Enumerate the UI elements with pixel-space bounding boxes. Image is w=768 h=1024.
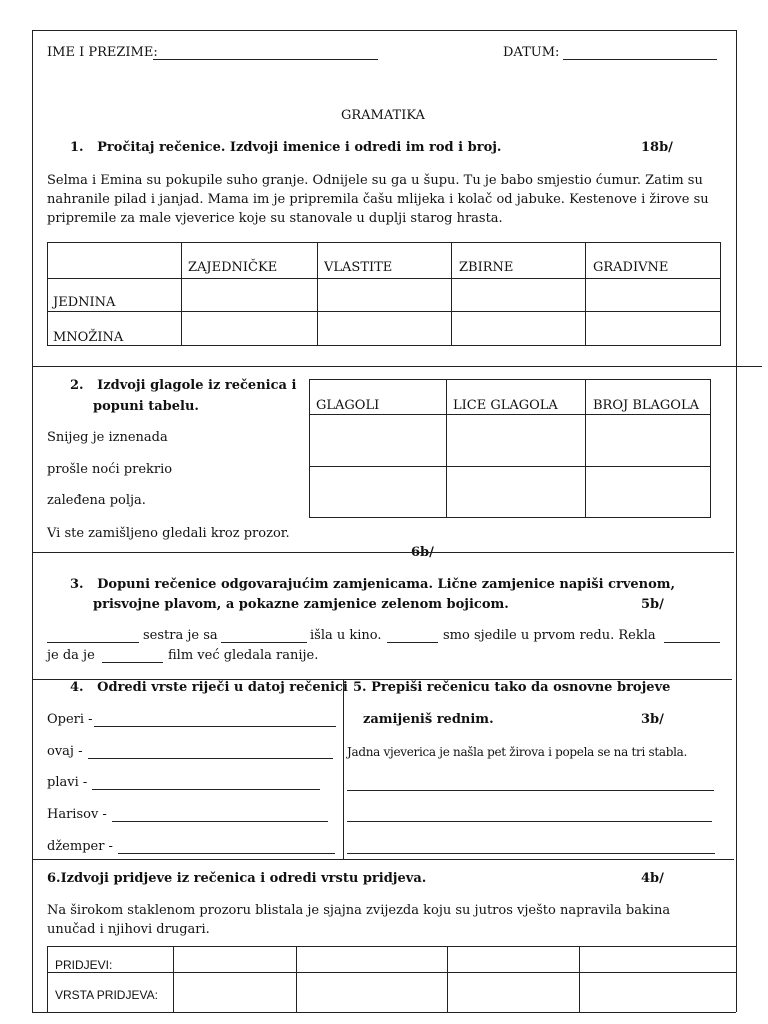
task3-text: je da je (47, 648, 95, 663)
task1-answer-cell[interactable] (452, 279, 584, 310)
task6-answer-cell[interactable] (448, 947, 578, 971)
task4-answer-line[interactable] (112, 821, 328, 822)
date-label: DATUM: (503, 45, 560, 60)
column-divider (343, 679, 344, 859)
task2-answer-cell[interactable] (447, 467, 584, 517)
task2-col-header: LICE GLAGOLA (453, 398, 558, 413)
page-border-left (32, 30, 33, 1012)
task5-heading: zamijeniš rednim. (363, 712, 494, 727)
task1-text-line: nahranile pilad i janjad. Mama im je pripremila čašu mlijeka i kolač od jabuke. Kestenove i žirove su (47, 192, 709, 207)
task6-text-line: unučad i njihovi drugari. (47, 922, 210, 937)
task1-answer-cell[interactable] (182, 279, 316, 310)
task3-blank[interactable] (102, 662, 163, 663)
task6-heading: 6.Izdvoji pridjeve iz rečenica i odredi vrstu pridjeva. (47, 871, 427, 886)
task1-row-header: MNOŽINA (53, 330, 124, 345)
task3-blank[interactable] (387, 642, 438, 643)
task2-answer-cell[interactable] (310, 467, 445, 517)
task4-word: Operi - (47, 712, 93, 727)
section-divider (32, 552, 734, 553)
task6-answer-cell[interactable] (580, 973, 736, 1011)
page-title: GRAMATIKA (341, 108, 425, 123)
task1-answer-cell[interactable] (586, 279, 720, 310)
task1-answer-cell[interactable] (182, 312, 316, 345)
task4-word: ovaj - (47, 744, 83, 759)
page-border-right (736, 30, 737, 994)
task4-answer-line[interactable] (118, 853, 335, 854)
task1-col-header: ZBIRNE (459, 260, 514, 275)
task2-col-header: BROJ BLAGOLA (593, 398, 699, 413)
task4-word: Harisov - (47, 807, 107, 822)
page-border-bottom (32, 1012, 736, 1013)
task6-answer-cell[interactable] (174, 973, 295, 1011)
task5-points: 3b/ (641, 712, 664, 727)
task6-answer-cell[interactable] (297, 947, 446, 971)
task4-answer-line[interactable] (94, 726, 336, 727)
name-label: IME I PREZIME: (47, 45, 158, 60)
task5-answer-line[interactable] (347, 790, 714, 791)
task2-text-line: Snijeg je iznenada (47, 430, 168, 445)
task4-heading: 4. Odredi vrste riječi u datoj rečenici (70, 680, 348, 695)
task5-answer-line[interactable] (347, 853, 715, 854)
task2-points: 6b/ (411, 545, 434, 560)
task1-heading: 1. Pročitaj rečenice. Izdvoji imenice i odredi im rod i broj. (70, 140, 502, 155)
task1-col-header: ZAJEDNIČKE (188, 260, 278, 275)
section-divider (32, 859, 734, 860)
task1-text-line: Selma i Emina su pokupile suho granje. Odnijele su ga u šupu. Tu je babo smjestio ćumur. Zatim su (47, 173, 703, 188)
task1-answer-cell[interactable] (586, 312, 720, 345)
task1-col-header: GRADIVNE (593, 260, 669, 275)
task6-answer-cell[interactable] (174, 947, 295, 971)
task2-text-line: zaleđena polja. (47, 493, 146, 508)
task2-answer-cell[interactable] (586, 467, 710, 517)
page-border-top (32, 30, 736, 31)
task6-answer-cell[interactable] (297, 973, 446, 1011)
task6-answer-cell[interactable] (580, 947, 736, 971)
task3-blank[interactable] (664, 642, 720, 643)
task2-answer-cell[interactable] (447, 415, 584, 465)
task2-heading: 2. Izdvoji glagole iz rečenica i (70, 378, 297, 393)
task2-text-line: Vi ste zamišljeno gledali kroz prozor. (47, 526, 290, 541)
task2-heading: popuni tabelu. (93, 399, 199, 414)
task4-word: džemper - (47, 839, 113, 854)
task3-text: sestra je sa (143, 628, 218, 643)
task6-row-header: VRSTA PRIDJEVA: (55, 988, 158, 1002)
task5-sentence: Jadna vjeverica je našla pet žirova i popela se na tri stabla. (347, 745, 688, 759)
task3-points: 5b/ (641, 597, 664, 612)
task6-answer-cell[interactable] (448, 973, 578, 1011)
task3-blank[interactable] (221, 642, 307, 643)
section-divider (32, 366, 762, 367)
task1-text-line: pripremile za male vjeverice koje su stanovale u duplji starog hrasta. (47, 211, 503, 226)
task5-answer-line[interactable] (347, 821, 712, 822)
task4-answer-line[interactable] (88, 758, 333, 759)
task1-answer-cell[interactable] (318, 279, 450, 310)
task1-answer-cell[interactable] (452, 312, 584, 345)
task3-text: išla u kino. (310, 628, 382, 643)
task6-text-line: Na širokom staklenom prozoru blistala je sjajna zvijezda koju su jutros vješto napravila bakina (47, 903, 671, 918)
task6-row-header: PRIDJEVI: (55, 958, 113, 972)
task1-points: 18b/ (641, 140, 673, 155)
task2-col-header: GLAGOLI (316, 398, 380, 413)
task3-blank[interactable] (47, 642, 139, 643)
task1-answer-cell[interactable] (318, 312, 450, 345)
date-field[interactable] (563, 59, 717, 60)
task4-word: plavi - (47, 775, 88, 790)
task2-answer-cell[interactable] (310, 415, 445, 465)
task2-text-line: prošle noći prekrio (47, 462, 173, 477)
task3-heading: prisvojne plavom, a pokazne zamjenice zelenom bojicom. (93, 597, 509, 612)
task2-answer-cell[interactable] (586, 415, 710, 465)
task5-heading: 5. Prepiši rečenicu tako da osnovne brojeve (353, 680, 671, 695)
task3-text: smo sjedile u prvom redu. Rekla (443, 628, 656, 643)
name-field[interactable] (153, 59, 378, 60)
task1-row-header: JEDNINA (53, 295, 116, 310)
task6-points: 4b/ (641, 871, 664, 886)
task1-col-header: VLASTITE (324, 260, 393, 275)
task4-answer-line[interactable] (92, 789, 320, 790)
task3-heading: 3. Dopuni rečenice odgovarajućim zamjenicama. Lične zamjenice napiši crvenom, (70, 577, 676, 592)
task3-text: film već gledala ranije. (168, 648, 319, 663)
